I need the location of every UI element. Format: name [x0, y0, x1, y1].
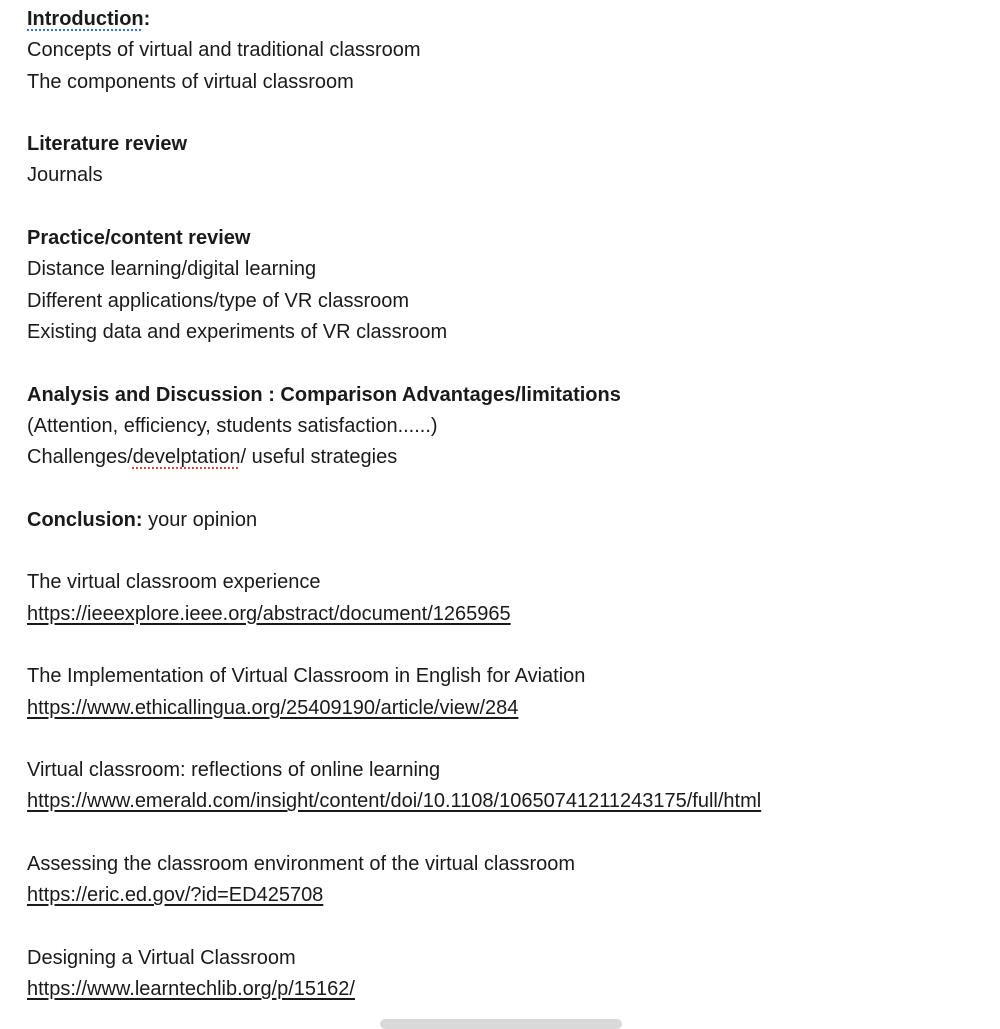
blank-line — [27, 98, 987, 129]
misspelled-word[interactable]: develptation — [132, 446, 241, 469]
conclusion-heading: Conclusion: — [27, 508, 143, 531]
literature-review-heading: Literature review — [27, 133, 188, 156]
reference-title: Virtual classroom: reflections of online learning — [27, 759, 441, 782]
blank-line — [27, 818, 987, 849]
blank-line — [27, 536, 987, 567]
reference-title: Designing a Virtual Classroom — [27, 946, 296, 969]
introduction-item: Concepts of virtual and traditional classroom — [27, 39, 421, 62]
introduction-item: The components of virtual classroom — [27, 70, 354, 93]
blank-line — [27, 192, 987, 223]
conclusion-line — [27, 505, 987, 536]
analysis-item-suffix: / useful strategies — [240, 446, 398, 469]
literature-review-item: Journals — [27, 164, 103, 187]
introduction-heading — [27, 4, 987, 35]
blank-line — [27, 473, 987, 504]
reference-link[interactable]: https://ieeexplore.ieee.org/abstract/document/1265965 — [27, 602, 511, 625]
reference-title: Assessing the classroom environment of the virtual classroom — [27, 853, 576, 876]
introduction-heading-colon: : — [143, 8, 151, 30]
conclusion-text: your opinion — [142, 508, 258, 531]
analysis-item — [27, 442, 987, 473]
analysis-item: (Attention, efficiency, students satisfaction......) — [27, 414, 438, 437]
reference-link[interactable]: https://www.ethicallingua.org/25409190/article/view/284 — [27, 696, 519, 719]
blank-line — [27, 630, 987, 661]
reference-link[interactable]: https://www.learntechlib.org/p/15162/ — [27, 978, 355, 1001]
blank-line — [27, 348, 987, 379]
reference-title: The Implementation of Virtual Classroom in English for Aviation — [27, 665, 586, 688]
practice-review-heading: Practice/content review — [27, 227, 251, 250]
reference-link[interactable]: https://www.emerald.com/insight/content/doi/10.1108/10650741211243175/full/html — [27, 790, 762, 813]
reference-link[interactable]: https://eric.ed.gov/?id=ED425708 — [27, 884, 324, 907]
practice-review-item: Different applications/type of VR classroom — [27, 289, 410, 312]
analysis-item-prefix: Challenges/ — [27, 446, 133, 469]
document-body[interactable] — [27, 4, 987, 1006]
practice-review-item: Distance learning/digital learning — [27, 258, 317, 281]
analysis-heading: Analysis and Discussion : Comparison Advantages/limitations — [27, 383, 621, 406]
blank-line — [27, 724, 987, 755]
introduction-heading-text: Introduction — [27, 8, 144, 30]
reference-title: The virtual classroom experience — [27, 571, 321, 594]
blank-line — [27, 912, 987, 943]
scrollbar-handle[interactable] — [380, 1019, 622, 1029]
practice-review-item: Existing data and experiments of VR classroom — [27, 320, 448, 343]
